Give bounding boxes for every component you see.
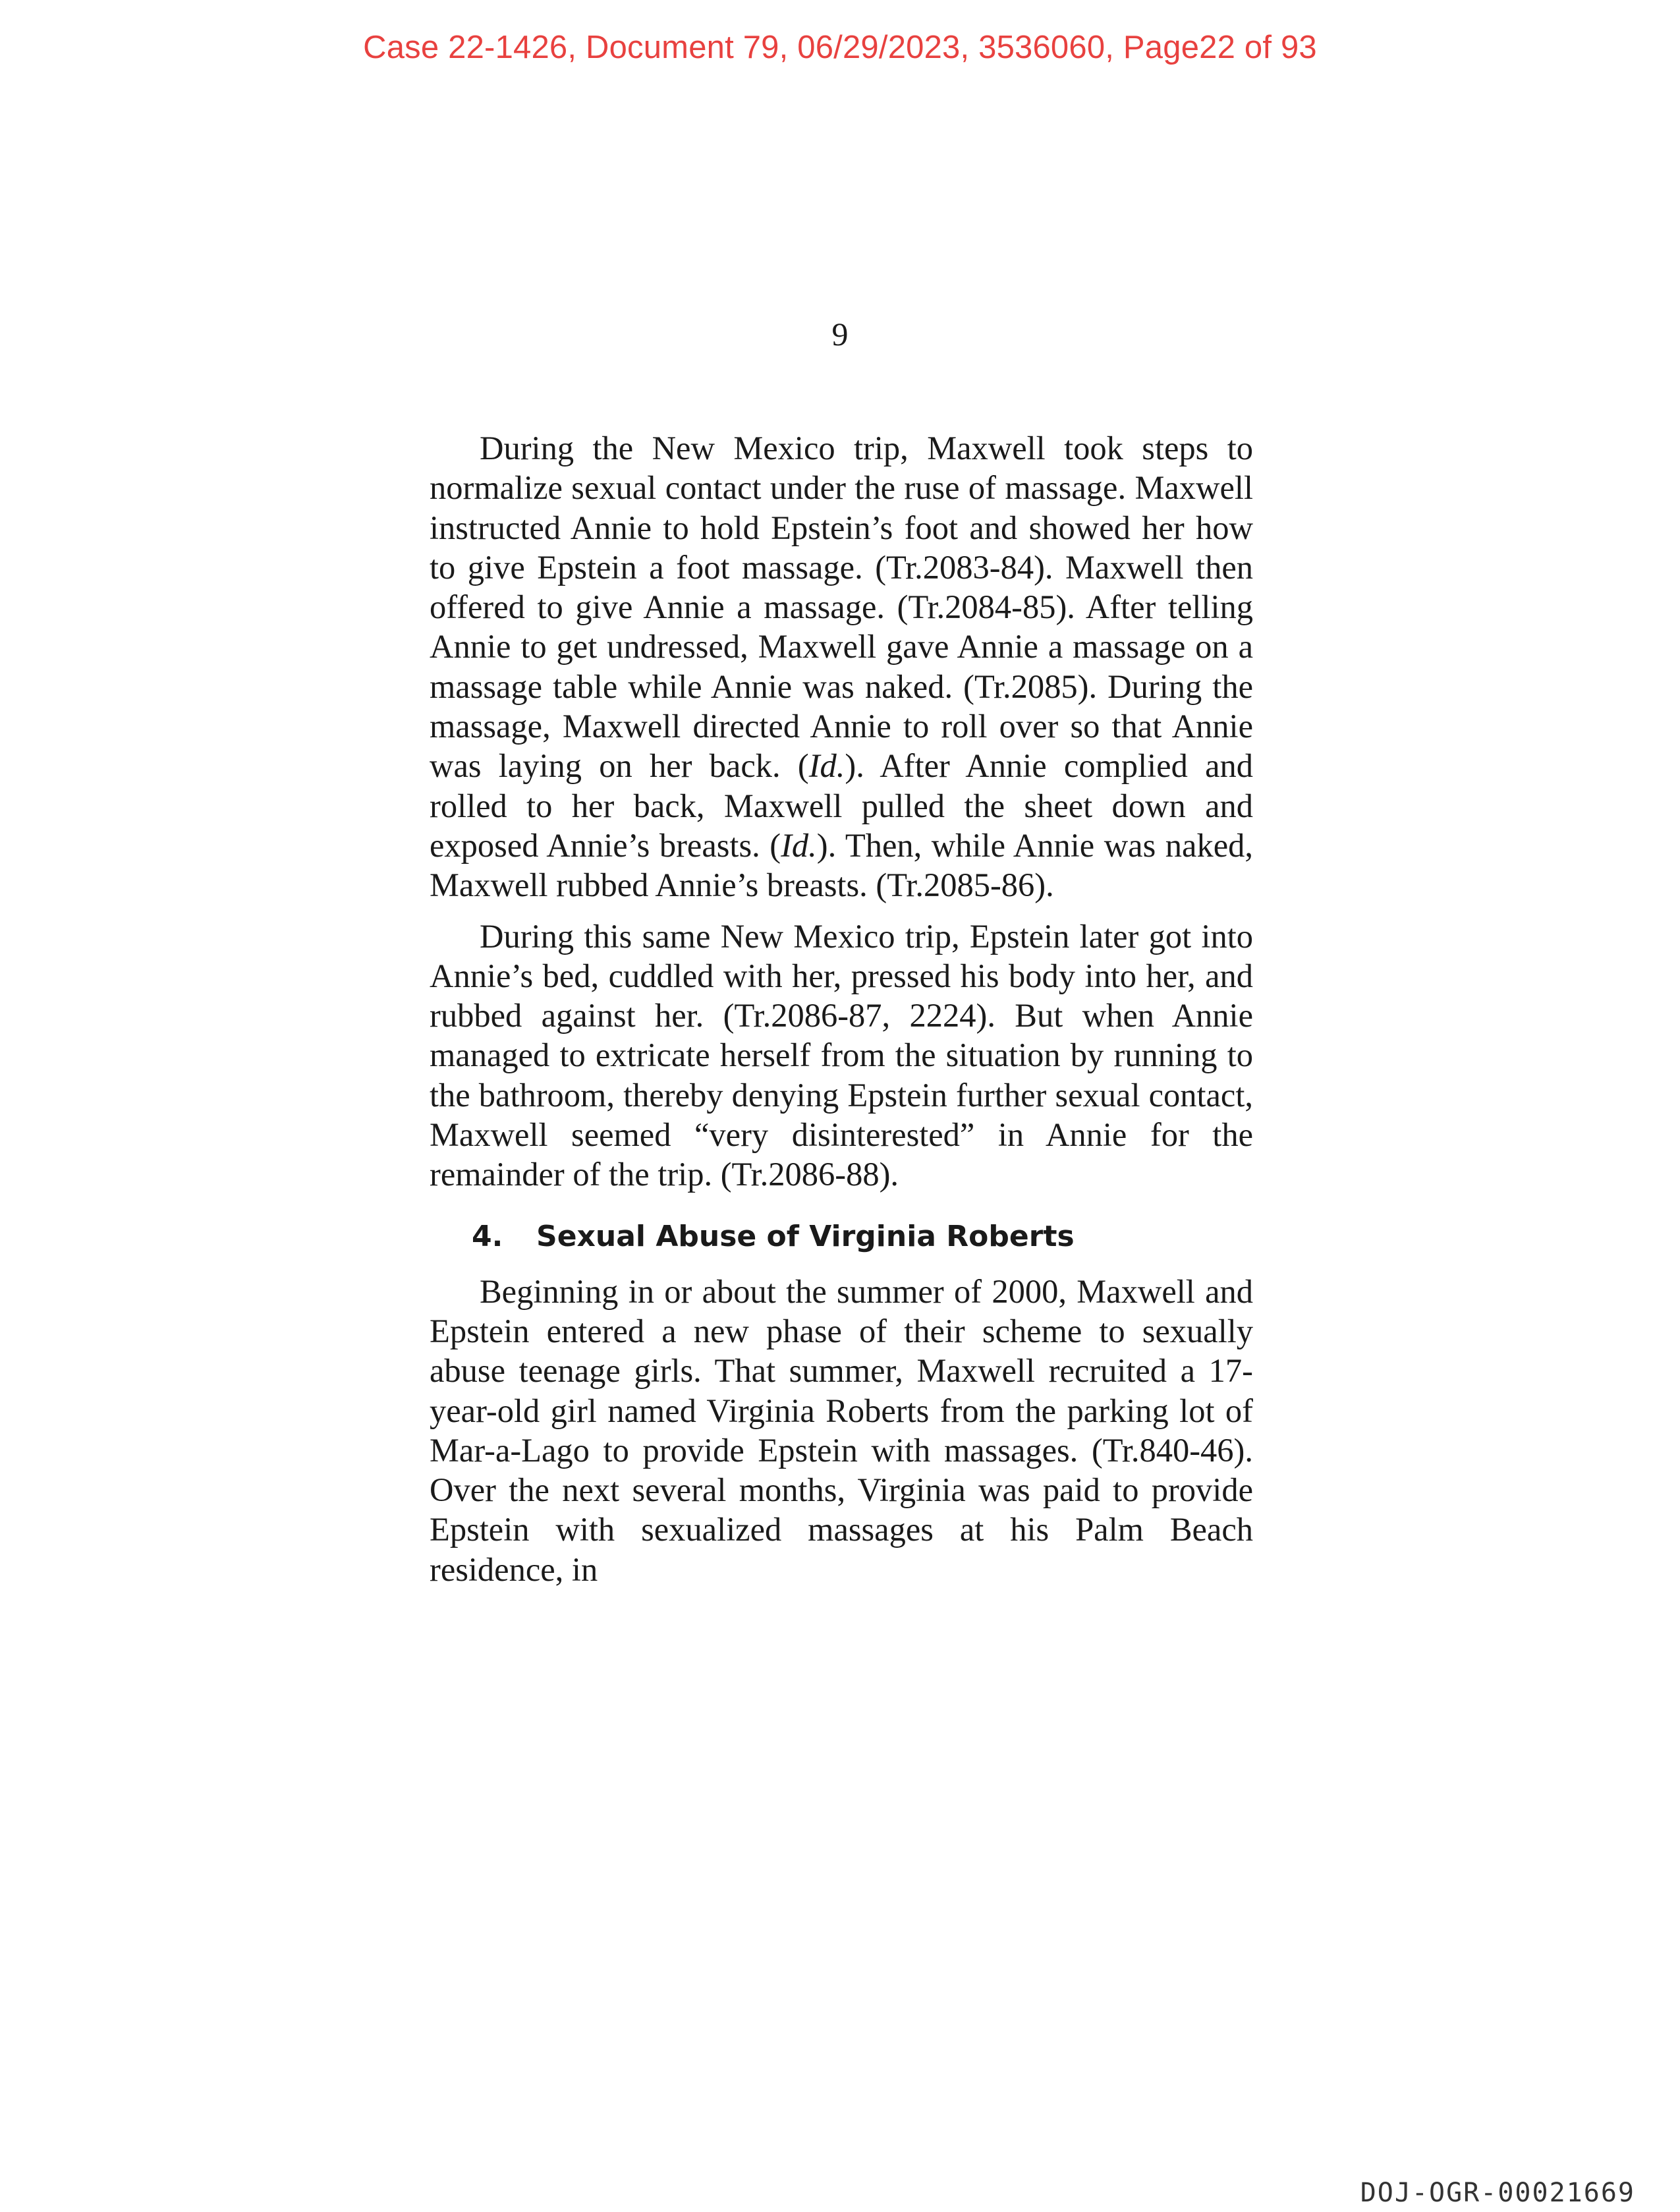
paragraph-virginia-roberts: Beginning in or about the summer of 2000, Maxwell and Epstein entered a new phase of their scheme to sexually abuse teenage girls. That summer, Maxwell recruited a 17-year-old girl named Virginia Roberts from the parking lot of Mar-a-Lago to provide Epstein with massages. (Tr.840-46). Over the next several months, Virginia was paid to provide Epstein with sexualized massages at his Palm Beach residence, in (430, 1272, 1253, 1588)
bates-number: DOJ-OGR-00021669 (1360, 2178, 1635, 2208)
paragraph-new-mexico-bed: During this same New Mexico trip, Epstein later got into Annie’s bed, cuddled with her, pressed his body into her, and rubbed against her. (Tr.2086-87, 2224). But when Annie managed to extricate herself from the situation by running to the bathroom, thereby denying Epstein further sexual contact, Maxwell seemed “very disinterested” in Annie for the remainder of the trip. (Tr.2086-88). (430, 917, 1253, 1193)
section-number: 4. (472, 1219, 503, 1253)
section-heading (430, 1217, 1253, 1257)
id-citation: Id. (808, 747, 845, 785)
paragraph-new-mexico-massage: During the New Mexico trip, Maxwell took steps to normalize sexual contact under the ruse of massage. Maxwell instructed Annie to hold Epstein’s foot and showed her how to give Epstein a foot massage. (Tr.2083-84). Maxwell then offered to give Annie a massage. (Tr.2084-85). After telling Annie to get undressed, Maxwell gave Annie a massage on a massage table while Annie was naked. (Tr.2085). During the massage, Maxwell directed Annie to roll over so that Annie was laying on her back. (Id.). After Annie complied and rolled to her back, Maxwell pulled the sheet down and exposed Annie’s breasts. (Id.). Then, while Annie was naked, Maxwell rubbed Annie’s breasts. (Tr.2085-86). (430, 430, 1253, 904)
id-citation: Id. (781, 826, 817, 864)
case-header: Case 22-1426, Document 79, 06/29/2023, 3536060, Page22 of 93 (363, 30, 1317, 65)
brief-body (430, 428, 1253, 1589)
page-number: 9 (831, 316, 849, 353)
section-title: Sexual Abuse of Virginia Roberts (536, 1219, 1075, 1253)
